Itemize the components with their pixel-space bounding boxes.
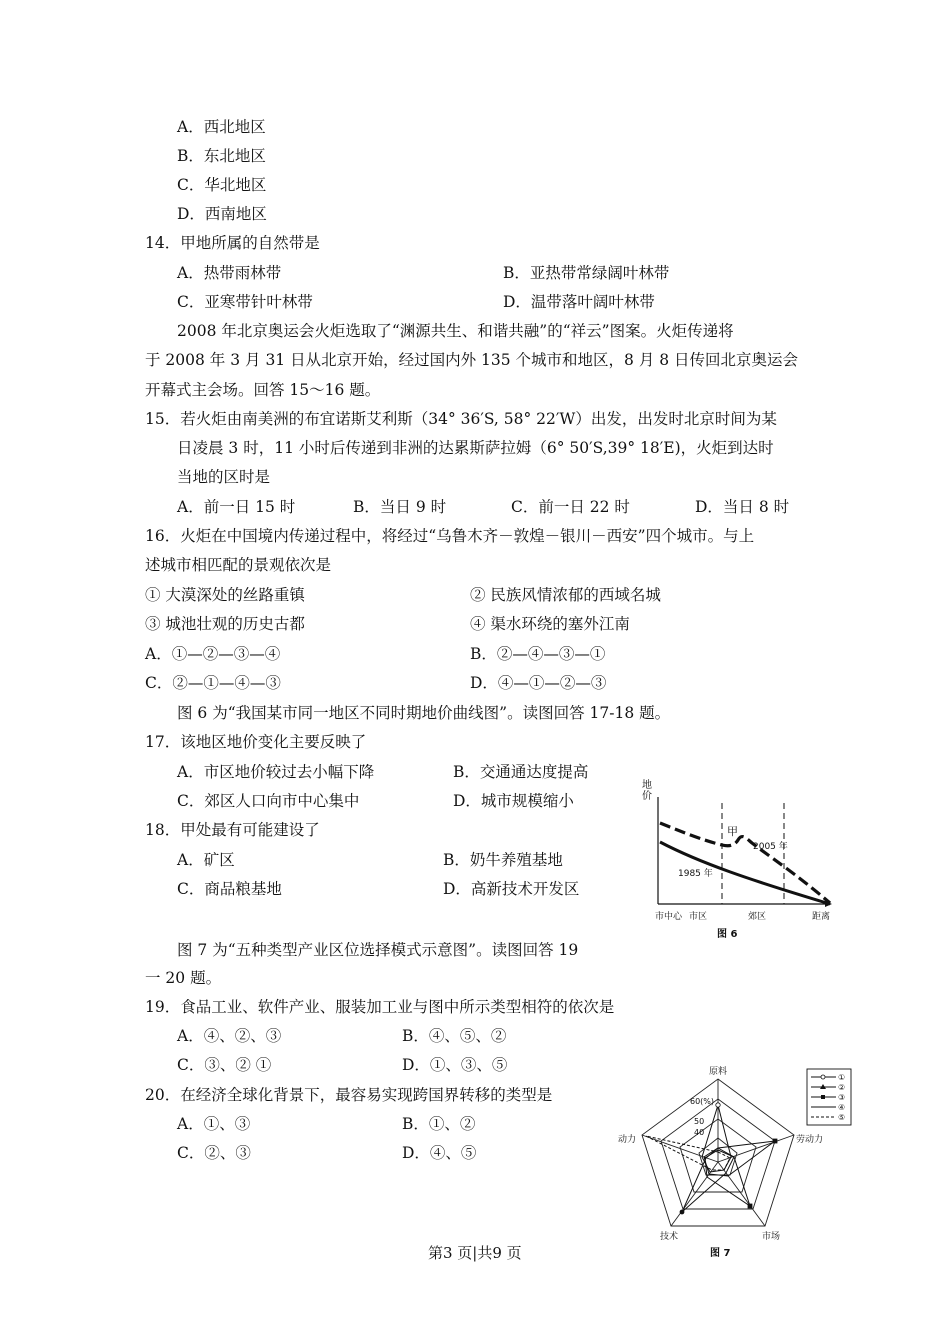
fig7-legend (807, 1069, 851, 1125)
q17-option-b: B．交通通达度提高 (453, 763, 589, 781)
q20-stem: 20．在经济全球化背景下，最容易实现跨国界转移的类型是 (145, 1086, 553, 1104)
intro-15-16-line2: 于 2008 年 3 月 31 日从北京开始，经过国内外 135 个城市和地区，8 月 8 日传回北京奥运会 (145, 351, 799, 369)
q18-option-b: B．奶牛养殖基地 (443, 851, 563, 869)
fig7-scale-40: 40 (694, 1128, 705, 1137)
q17-stem: 17．该地区地价变化主要反映了 (145, 733, 367, 751)
fig6-label-2005: 2005 年 (753, 842, 788, 852)
fig6-xlabel-suburb: 郊区 (748, 912, 767, 922)
fig7-scale-60: 60(%) (690, 1097, 715, 1106)
fig7-legend-2: ② (838, 1083, 846, 1092)
figure-6-land-price-chart (640, 775, 840, 945)
q14-option-c: C．亚寒带针叶林带 (177, 293, 313, 311)
q18-stem: 18．甲处最有可能建设了 (145, 821, 320, 839)
q18-option-d: D．高新技术开发区 (443, 880, 580, 898)
q19-option-d: D．①、③、⑤ (402, 1056, 508, 1074)
q16-stem-line2: 述城市相匹配的景观依次是 (145, 556, 332, 574)
q16-option-d: D．④—①—②—③ (470, 674, 607, 692)
fig7-legend-marker-2 (820, 1084, 826, 1089)
fig7-marker-1 (716, 1103, 720, 1107)
fig7-marker-3 (748, 1204, 752, 1208)
fig7-axis-label-raw: 原料 (709, 1067, 728, 1077)
fig7-caption: 图 7 (710, 1248, 731, 1259)
fig7-legend-4: ④ (838, 1103, 846, 1112)
figure-7-radar-chart (610, 1060, 870, 1262)
q19-option-b: B．④、⑤、② (402, 1027, 507, 1045)
fig7-axis-label-market: 市场 (762, 1232, 781, 1242)
q16-item-4: ④ 渠水环绕的塞外江南 (470, 615, 630, 633)
q17-option-c: C．郊区人口向市中心集中 (177, 792, 360, 810)
q14-option-d: D．温带落叶阔叶林带 (503, 293, 655, 311)
fig7-series-2 (704, 1141, 775, 1176)
fig7-axis-label-power: 动力 (618, 1135, 637, 1145)
fig7-series-1 (702, 1105, 731, 1172)
q17-option-a: A．市区地价较过去小幅下降 (177, 763, 375, 781)
fig7-scale-50: 50 (694, 1117, 705, 1126)
q15-stem-line1: 15．若火炬由南美洲的布宜诺斯艾利斯（34° 36′S, 58° 22′W）出发，出发时北京时间为某 (145, 410, 777, 428)
fig7-axis-label-tech: 技术 (660, 1232, 679, 1242)
fig7-marker-4 (680, 1210, 684, 1214)
q13-option-c: C．华北地区 (177, 176, 267, 194)
q13-option-d: D．西南地区 (177, 205, 267, 223)
fig6-curve-2005 (660, 823, 830, 903)
q16-option-a: A．①—②—③—④ (145, 645, 281, 663)
fig6-caption: 图 6 (717, 929, 738, 940)
fig7-legend-1: ① (838, 1073, 846, 1082)
fig6-xlabel-center: 市中心 (655, 912, 683, 922)
q15-option-d: D．当日 8 时 (695, 498, 790, 516)
q13-option-b: B．东北地区 (177, 147, 266, 165)
q15-stem-line3: 当地的区时是 (177, 468, 271, 486)
intro-15-16-line3: 开幕式主会场。回答 15～16 题。 (145, 381, 381, 399)
q15-option-c: C．前一日 22 时 (511, 498, 630, 516)
q14-stem: 14．甲地所属的自然带是 (145, 234, 320, 252)
q16-item-2: ② 民族风情浓郁的西域名城 (470, 586, 661, 604)
q19-stem: 19．食品工业、软件产业、服装加工业与图中所示类型相符的依次是 (145, 998, 615, 1016)
q16-stem-line1: 16．火炬在中国境内传递过程中，将经过“乌鲁木齐－敦煌－银川－西安”四个城市。与上 (145, 527, 755, 545)
fig7-legend-marker-1 (821, 1075, 825, 1079)
q16-item-3: ③ 城池壮观的历史古都 (145, 615, 305, 633)
intro-17-18: 图 6 为“我国某市同一地区不同时期地价曲线图”。读图回答 17-18 题。 (177, 704, 671, 722)
q19-option-c: C．③、② ① (177, 1056, 272, 1074)
q16-item-1: ① 大漠深处的丝路重镇 (145, 586, 305, 604)
fig6-ylabel-2: 价 (642, 791, 652, 802)
q15-stem-line2: 日凌晨 3 时，11 小时后传递到非洲的达累斯萨拉姆（6° 50′S,39° 18′E)，火炬到达时 (177, 439, 774, 457)
fig7-axis-label-labor: 劳动力 (796, 1135, 824, 1145)
fig6-xlabel-distance: 距离 (812, 912, 831, 922)
q19-option-a: A．④、②、③ (177, 1027, 282, 1045)
q15-option-b: B．当日 9 时 (353, 498, 447, 516)
fig6-label-1985: 1985 年 (678, 869, 713, 879)
q16-option-c: C．②—①—④—③ (145, 674, 281, 692)
fig6-xlabel-urban: 市区 (689, 912, 708, 922)
q18-option-c: C．商品粮基地 (177, 880, 282, 898)
q20-option-a: A．①、③ (177, 1115, 251, 1133)
fig7-legend-3: ③ (838, 1093, 846, 1102)
page-footer: 第3 页|共9 页 (428, 1244, 522, 1262)
intro-15-16-line1: 2008 年北京奥运会火炬选取了“渊源共生、和谐共融”的“祥云”图案。火炬传递将 (177, 322, 734, 340)
q16-option-b: B．②—④—③—① (470, 645, 606, 663)
fig6-ylabel-1: 地 (642, 780, 652, 791)
fig7-marker-2 (773, 1139, 777, 1143)
q14-option-a: A．热带雨林带 (177, 264, 282, 282)
intro-19-20-line1: 图 7 为“五种类型产业区位选择模式示意图”。读图回答 19 (177, 941, 579, 959)
q20-option-d: D．④、⑤ (402, 1144, 477, 1162)
q20-option-c: C．②、③ (177, 1144, 251, 1162)
fig7-legend-5: ⑤ (838, 1113, 846, 1122)
fig6-label-jia: 甲 (727, 825, 738, 838)
intro-19-20-line2: 一 20 题。 (145, 969, 222, 987)
q18-option-a: A．矿区 (177, 851, 235, 869)
fig7-legend-marker-3 (821, 1095, 825, 1099)
q14-option-b: B．亚热带常绿阔叶林带 (503, 264, 670, 282)
q15-option-a: A．前一日 15 时 (177, 498, 296, 516)
q17-option-d: D．城市规模缩小 (453, 792, 574, 810)
q20-option-b: B．①、② (402, 1115, 476, 1133)
q13-option-a: A．西北地区 (177, 118, 266, 136)
